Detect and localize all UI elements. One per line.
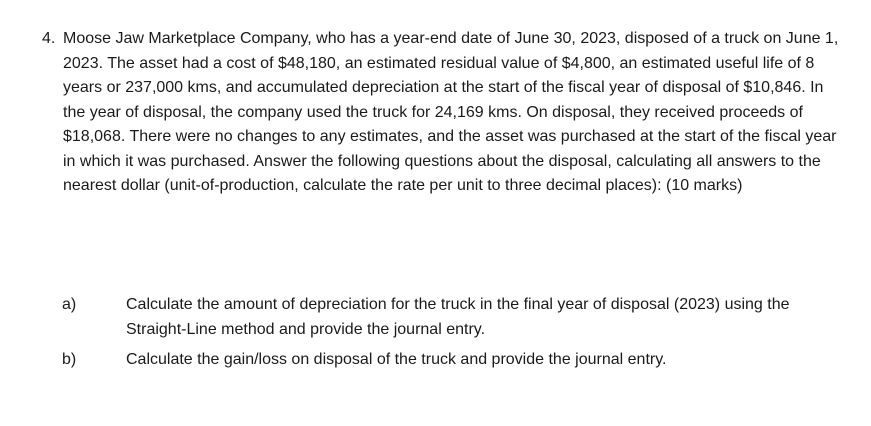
sub-question-a <box>62 293 822 342</box>
question-number: 4. <box>42 30 56 47</box>
sub-question-letter: b) <box>62 351 77 368</box>
sub-question-b <box>62 348 822 373</box>
question-text: Moose Jaw Marketplace Company, who has a year-end date of June 30, 2023, disposed of a truck on June 1, 2023. The asset had a cost of $48,180, an estimated residual value of $4,800, an estimated useful life of 8 years or 237,000 kms, and accumulated depreciation at the start of the fiscal year of disposal of $10,846. In the year of disposal, the company used the truck for 24,169 kms. On disposal, they received proceeds of $18,068. There were no changes to any estimates, and the asset was purchased at the start of the fiscal year in which it was purchased. Answer the following questions about the disposal, calculating all answers to the nearest dollar (unit-of-production, calculate the rate per unit to three decimal places): (10 marks) <box>63 30 839 194</box>
sub-question-text: Calculate the gain/loss on disposal of the truck and provide the journal entry. <box>126 351 667 368</box>
question-4 <box>42 27 842 199</box>
sub-question-text: Calculate the amount of depreciation for the truck in the final year of disposal (2023) using the Straight-Line method and provide the journal entry. <box>126 296 790 338</box>
sub-question-letter: a) <box>62 296 77 313</box>
